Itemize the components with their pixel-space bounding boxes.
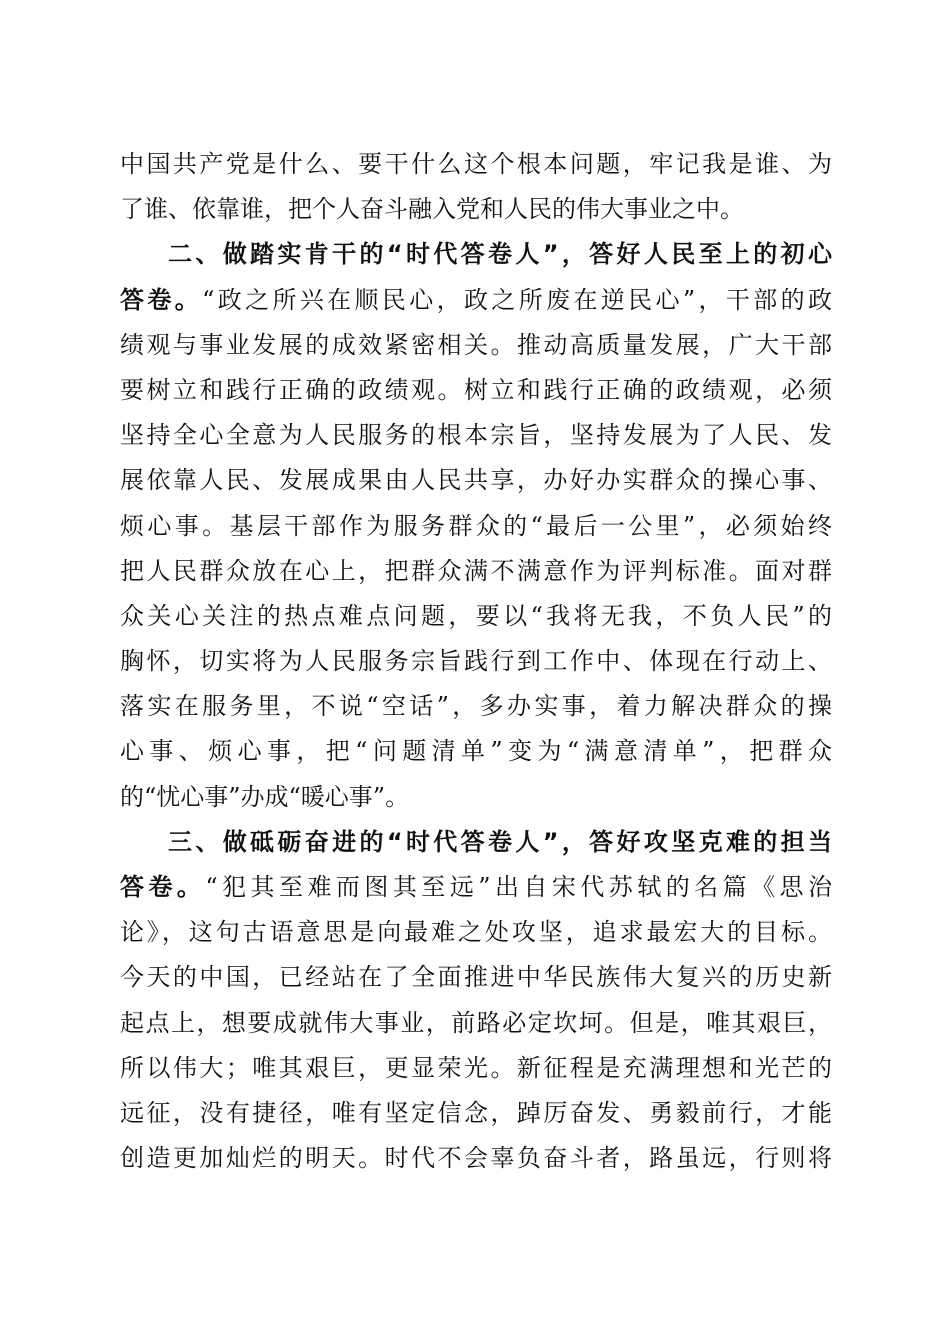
- text-line: 落实在服务里，不说“空话”，多办实事，着力解决群众的操: [120, 692, 832, 721]
- body-text: [120, 142, 832, 1181]
- text-line: 烦心事。基层干部作为服务群众的“最后一公里”，必须始终: [120, 511, 832, 540]
- text-line: 远征，没有捷径，唯有坚定信念，踔厉奋发、勇毅前行，才能: [120, 1098, 832, 1127]
- text-line: 坚持全心全意为人民服务的根本宗旨，坚持发展为了人民、发: [120, 421, 832, 450]
- paragraph-3: [120, 820, 832, 1182]
- text-line: 众关心关注的热点难点问题，要以“我将无我，不负人民”的: [120, 601, 832, 630]
- text-line: 了谁、依靠谁，把个人奋斗融入党和人民的伟大事业之中。: [120, 195, 744, 224]
- text-line: 要树立和践行正确的政绩观。树立和践行正确的政绩观，必须: [120, 375, 832, 404]
- text-line: [120, 278, 832, 323]
- text-line: 把人民群众放在心上，把群众满不满意作为评判标准。面对群: [120, 556, 832, 585]
- text-line: 论》，这句古语意思是向最难之处攻坚，追求最宏大的目标。: [120, 918, 832, 947]
- text-line: 绩观与事业发展的成效紧密相关。推动高质量发展，广大干部: [120, 330, 832, 359]
- section-heading: 答卷。: [120, 873, 206, 901]
- paragraph-1: [120, 142, 832, 232]
- paragraph-2: [120, 232, 832, 819]
- text-line: 胸怀，切实将为人民服务宗旨践行到工作中、体现在行动上、: [120, 647, 832, 676]
- section-heading: 三、做砥砺奋进的“时代答卷人”，答好攻坚克难的担当: [168, 827, 832, 856]
- text-line: 心事、烦心事，把“问题清单”变为“满意清单”，把群众: [120, 737, 832, 766]
- text-line: 创造更加灿烂的明天。时代不会辜负奋斗者，路虽远，行则将: [120, 1144, 832, 1173]
- text-run: “犯其至难而图其至远”出自宋代苏轼的名篇《思治: [205, 873, 832, 901]
- text-line: 起点上，想要成就伟大事业，前路必定坎坷。但是，唯其艰巨，: [120, 1008, 832, 1037]
- text-line: 中国共产党是什么、要干什么这个根本问题，牢记我是谁、为: [120, 150, 832, 178]
- text-run: “政之所兴在顺民心，政之所废在逆民心”，干部的政: [202, 285, 832, 314]
- text-line: [120, 865, 832, 910]
- section-heading-line: [120, 232, 832, 277]
- text-line: 所以伟大；唯其艰巨，更显荣光。新征程是充满理想和光芒的: [120, 1053, 832, 1082]
- text-line: 今天的中国，已经站在了全面推进中华民族伟大复兴的历史新: [120, 963, 832, 992]
- text-line: 的“忧心事”办成“暖心事”。: [120, 782, 410, 811]
- section-heading-line: [120, 820, 832, 865]
- section-heading: 答卷。: [120, 285, 203, 314]
- section-heading: 二、做踏实肯干的“时代答卷人”，答好人民至上的初心: [168, 240, 832, 269]
- text-line: 展依靠人民、发展成果由人民共享，办好办实群众的操心事、: [120, 466, 832, 495]
